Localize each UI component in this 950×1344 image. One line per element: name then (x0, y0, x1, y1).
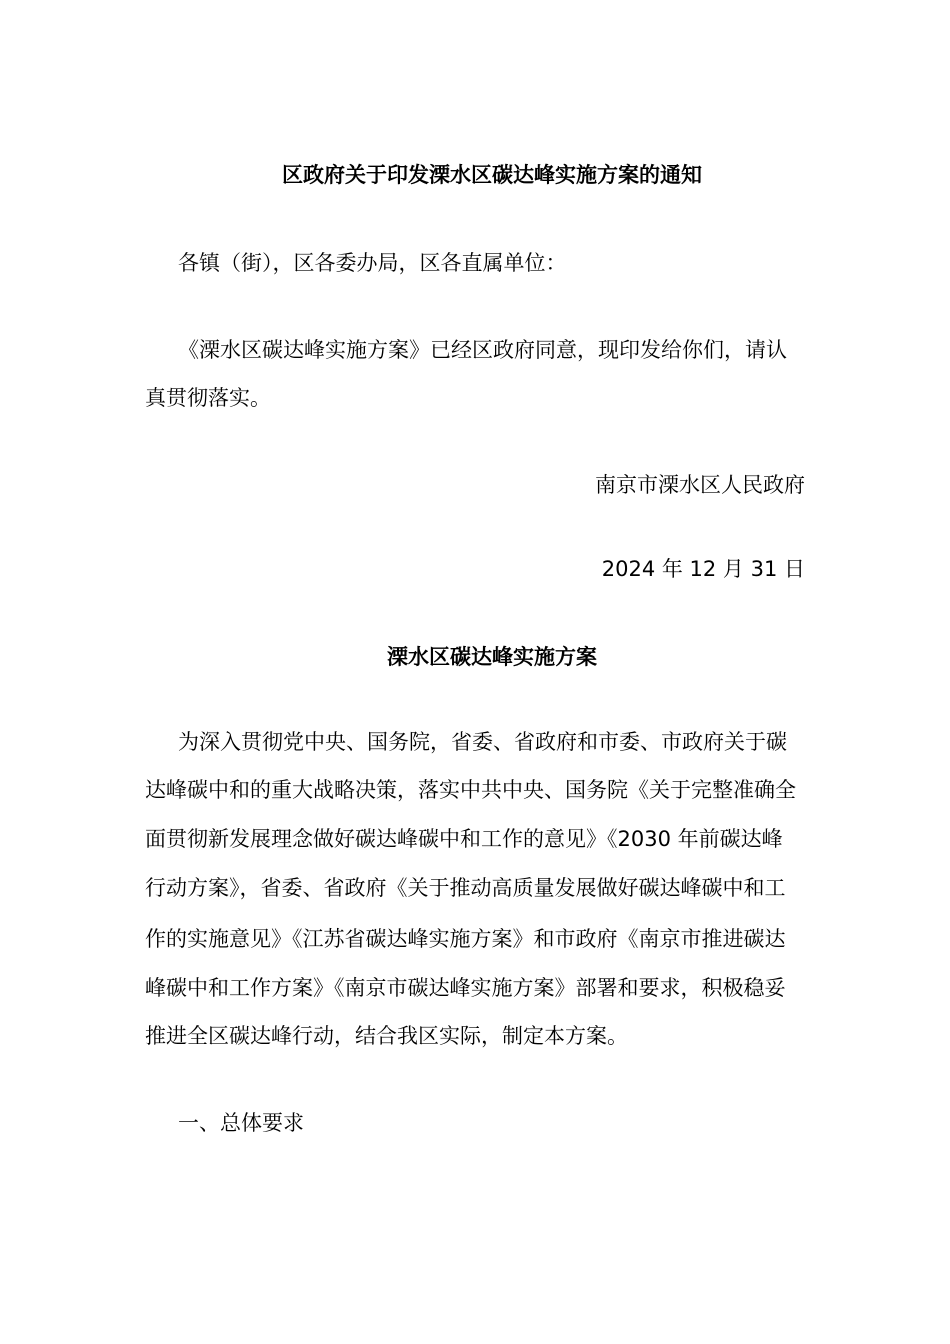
notice-issuer: 南京市溧水区人民政府 (595, 473, 805, 497)
notice-date: 2024 年 12 月 31 日 (601, 557, 805, 581)
notice-recipients: 各镇（街），区各委办局，区各直属单位： (178, 251, 567, 275)
notice-body-line-2: 真贯彻落实。 (145, 386, 271, 410)
section-1-heading: 一、总体要求 (178, 1111, 304, 1135)
plan-intro-line: 推进全区碳达峰行动，结合我区实际，制定本方案。 (145, 1024, 628, 1048)
plan-intro-line: 达峰碳中和的重大战略决策，落实中共中央、国务院《关于完整准确全 (145, 778, 796, 802)
plan-intro-line: 为深入贯彻党中央、国务院，省委、省政府和市委、市政府关于碳 (178, 730, 787, 754)
plan-intro-line: 峰碳中和工作方案》《南京市碳达峰实施方案》部署和要求，积极稳妥 (145, 976, 786, 1000)
plan-intro-line: 行动方案》，省委、省政府《关于推动高质量发展做好碳达峰碳中和工 (145, 876, 786, 900)
notice-title: 区政府关于印发溧水区碳达峰实施方案的通知 (282, 163, 702, 187)
plan-title: 溧水区碳达峰实施方案 (387, 645, 597, 669)
plan-intro-line: 面贯彻新发展理念做好碳达峰碳中和工作的意见》《2030 年前碳达峰 (145, 827, 783, 851)
plan-intro-line: 作的实施意见》《江苏省碳达峰实施方案》和市政府《南京市推进碳达 (145, 927, 786, 951)
notice-body-line-1: 《溧水区碳达峰实施方案》已经区政府同意，现印发给你们，请认 (178, 338, 787, 362)
